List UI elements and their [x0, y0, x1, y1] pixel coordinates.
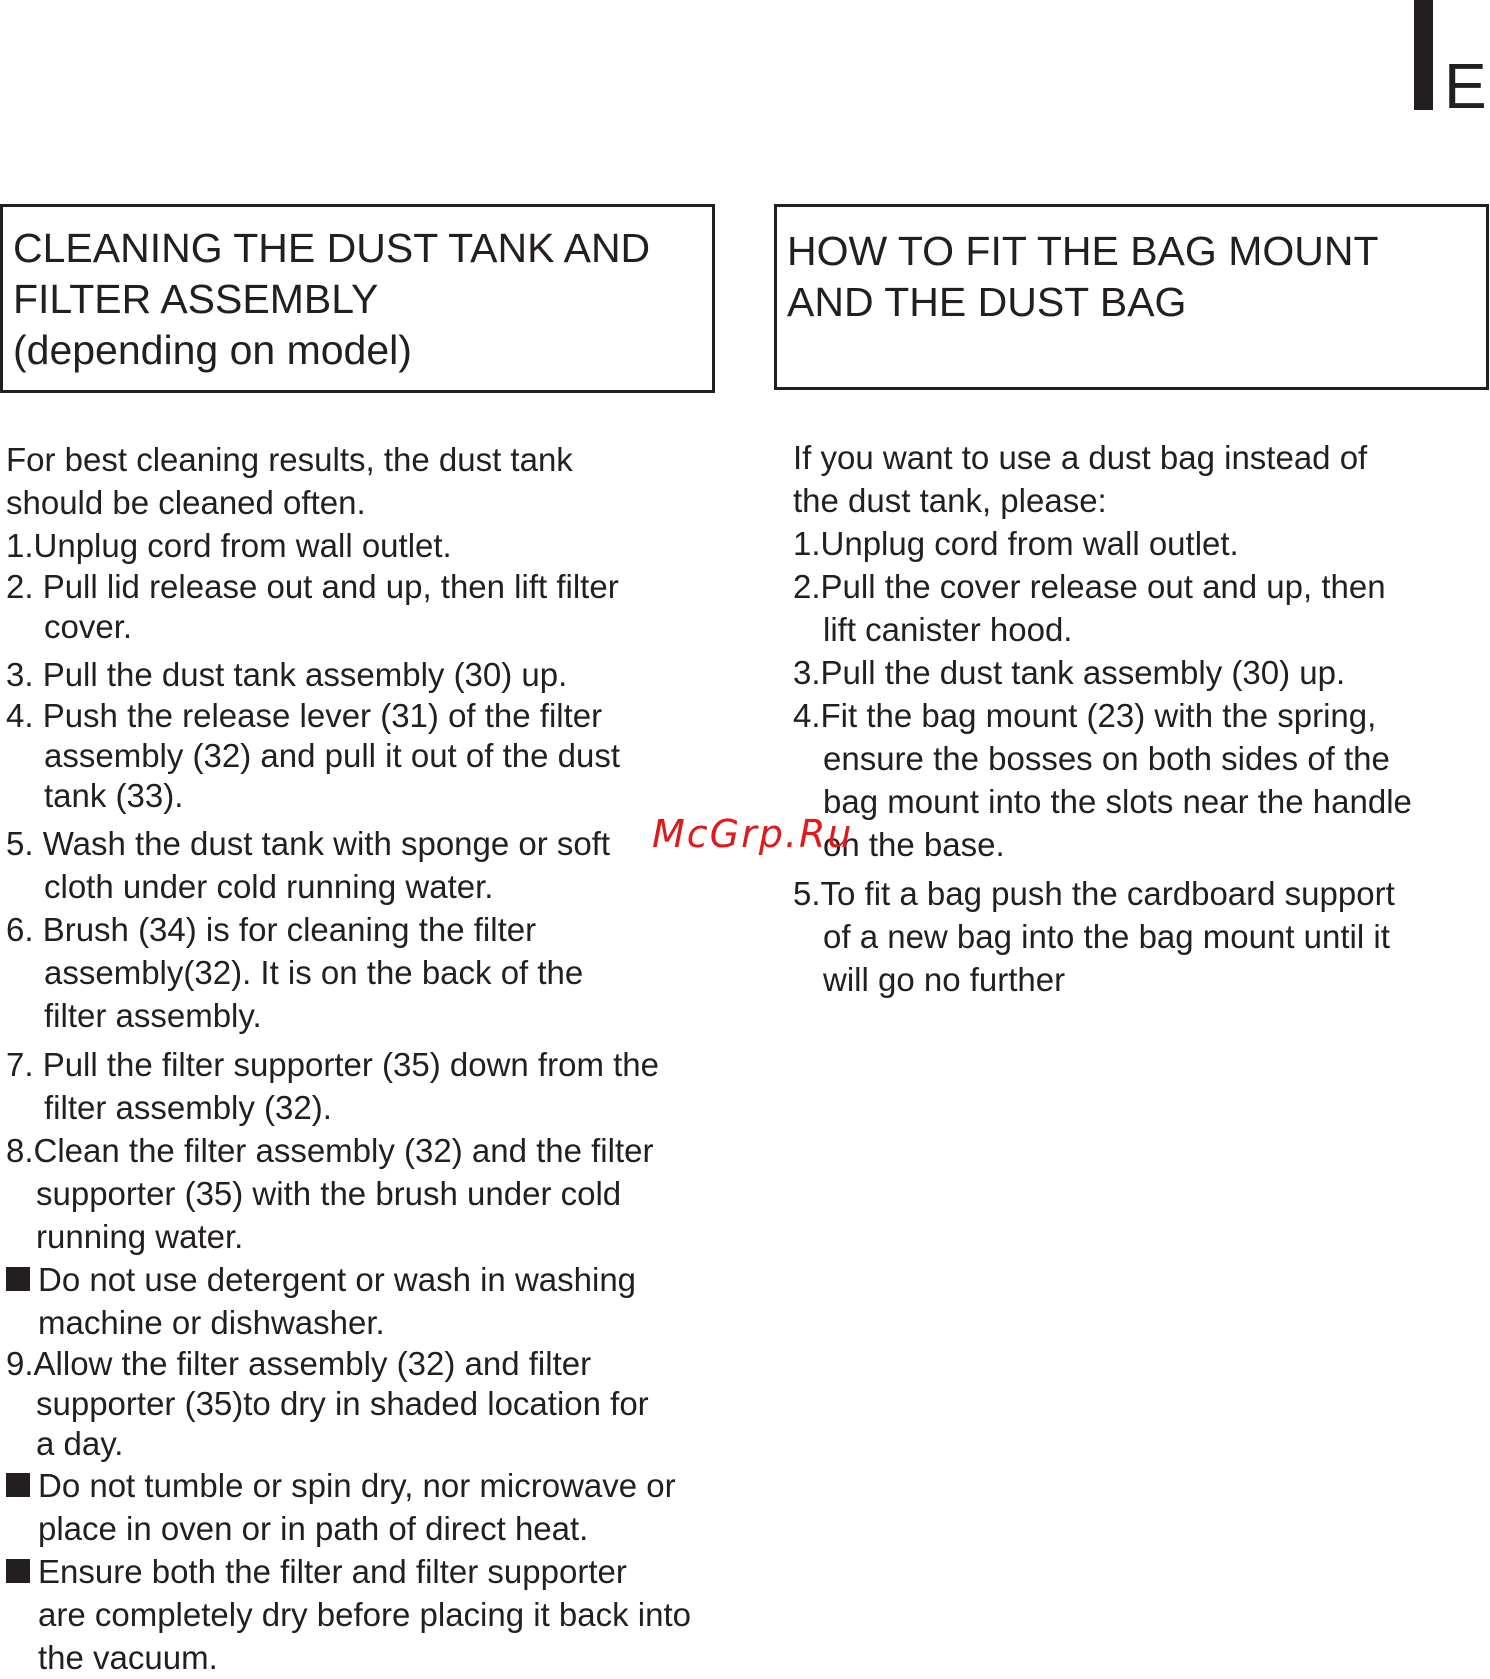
text-line: Do not use detergent or wash in washing: [38, 1261, 637, 1298]
cleaning-heading-line: (depending on model): [13, 327, 412, 373]
text-line: 3.Pull the dust tank assembly (30) up.: [793, 654, 1346, 691]
text-line: place in oven or in path of direct heat.: [38, 1510, 589, 1547]
bag-mount-heading-box: [774, 204, 1489, 390]
bag-mount-heading-line: AND THE DUST BAG: [787, 279, 1187, 325]
cleaning-step-4: [6, 696, 766, 816]
cleaning-step-2: [6, 567, 766, 647]
text-line: 4.Fit the bag mount (23) with the spring,: [793, 697, 1377, 734]
text-line: 4. Push the release lever (31) of the filter: [6, 697, 603, 734]
cleaning-step-6: [6, 908, 766, 1037]
text-line: 3. Pull the dust tank assembly (30) up.: [6, 656, 568, 693]
text-line: supporter (35)to dry in shaded location for: [36, 1385, 649, 1422]
bag-mount-step-5: [793, 872, 1473, 1001]
cleaning-step-3: [6, 653, 766, 696]
text-line: 8.Clean the filter assembly (32) and the filter: [6, 1132, 654, 1169]
bag-mount-intro: [793, 436, 1473, 522]
cleaning-heading-line: FILTER ASSEMBLY: [13, 276, 379, 322]
text-line: are completely dry before placing it back into: [38, 1596, 692, 1633]
text-line: supporter (35) with the brush under cold: [36, 1175, 622, 1212]
cleaning-step-7: [6, 1043, 766, 1129]
bag-mount-step-3: [793, 651, 1473, 694]
text-line: tank (33).: [44, 777, 184, 814]
text-line: assembly(32). It is on the back of the: [44, 954, 584, 991]
text-line: ensure the bosses on both sides of the: [823, 740, 1390, 777]
bag-mount-heading-line: HOW TO FIT THE BAG MOUNT: [787, 228, 1379, 274]
bag-mount-instructions: [793, 436, 1473, 1001]
text-line: the vacuum.: [38, 1639, 218, 1676]
text-line: running water.: [36, 1218, 244, 1255]
cleaning-note-drying: [6, 1464, 766, 1550]
cleaning-intro: [6, 438, 766, 524]
bullet-square-icon: [6, 1473, 30, 1497]
cleaning-note-dry-before-reinstall: [6, 1550, 766, 1679]
cleaning-note-detergent: [6, 1258, 766, 1344]
text-line: on the base.: [823, 826, 1005, 863]
text-line: 1.Unplug cord from wall outlet.: [6, 527, 452, 564]
cleaning-instructions: [6, 438, 766, 1679]
text-line: cloth under cold running water.: [44, 868, 494, 905]
text-line: will go no further: [823, 961, 1066, 998]
text-line: machine or dishwasher.: [38, 1304, 385, 1341]
bag-mount-step-1: [793, 522, 1473, 565]
bullet-square-icon: [6, 1559, 30, 1583]
text-line: filter assembly (32).: [44, 1089, 332, 1126]
text-line: 9.Allow the filter assembly (32) and filter: [6, 1345, 592, 1382]
text-line: a day.: [36, 1425, 124, 1462]
text-line: bag mount into the slots near the handle: [823, 783, 1412, 820]
text-line: should be cleaned often.: [6, 484, 366, 521]
text-line: 2.Pull the cover release out and up, then: [793, 568, 1386, 605]
text-line: of a new bag into the bag mount until it: [823, 918, 1390, 955]
cleaning-step-8: [6, 1129, 766, 1258]
text-line: 5.To fit a bag push the cardboard support: [793, 875, 1395, 912]
text-line: 5. Wash the dust tank with sponge or soft: [6, 825, 611, 862]
cleaning-heading-box: [0, 204, 715, 393]
bag-mount-step-4: [793, 694, 1473, 866]
text-line: filter assembly.: [44, 997, 262, 1034]
text-line: 2. Pull lid release out and up, then lift filter: [6, 568, 619, 605]
text-line: 6. Brush (34) is for cleaning the filter: [6, 911, 537, 948]
text-line: assembly (32) and pull it out of the dust: [44, 737, 620, 774]
text-line: 7. Pull the filter supporter (35) down from the: [6, 1046, 659, 1083]
text-line: lift canister hood.: [823, 611, 1073, 648]
cleaning-heading-line: CLEANING THE DUST TANK AND: [13, 225, 651, 271]
text-line: Do not tumble or spin dry, nor microwave or: [38, 1467, 676, 1504]
cleaning-step-1: [6, 524, 766, 567]
text-line: Ensure both the filter and filter supporter: [38, 1553, 627, 1590]
watermark-logo: McGrp.Ru: [652, 812, 854, 856]
text-line: 1.Unplug cord from wall outlet.: [793, 525, 1239, 562]
cleaning-step-9: [6, 1344, 766, 1464]
page-marker-letter: E: [1444, 50, 1487, 122]
text-line: If you want to use a dust bag instead of: [793, 439, 1368, 476]
page-marker-bar: [1414, 0, 1433, 110]
bullet-square-icon: [6, 1267, 30, 1291]
text-line: the dust tank, please:: [793, 482, 1107, 519]
text-line: cover.: [44, 608, 133, 645]
bag-mount-step-2: [793, 565, 1473, 651]
text-line: For best cleaning results, the dust tank: [6, 441, 573, 478]
